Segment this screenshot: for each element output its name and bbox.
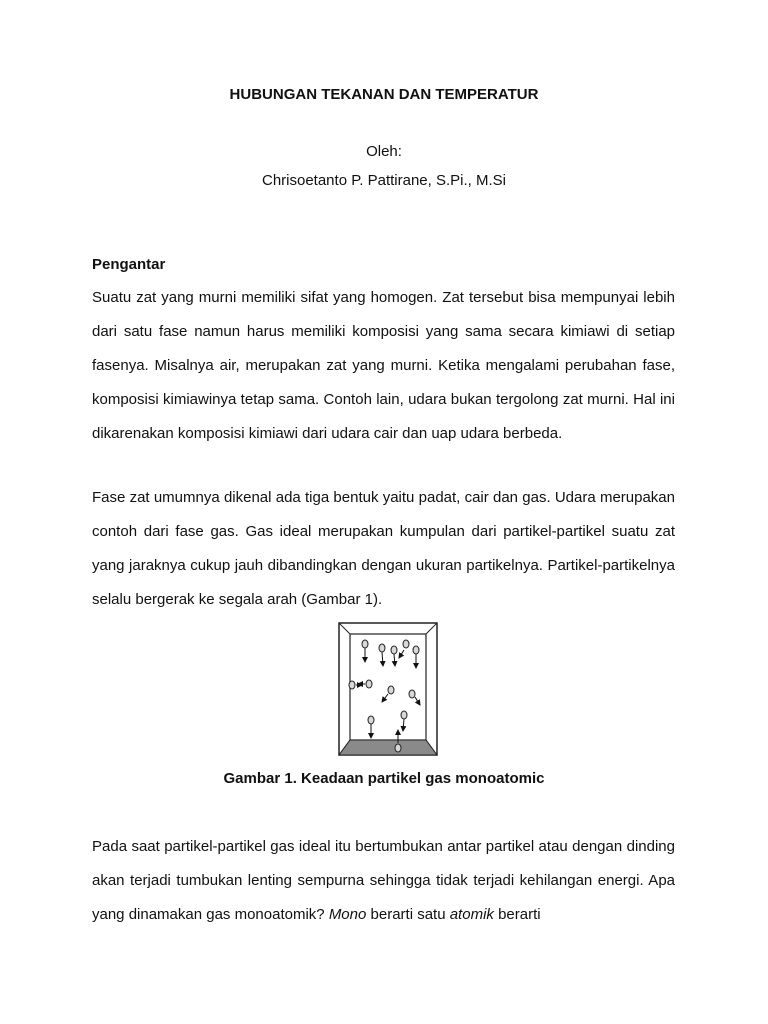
italic-term-mono: Mono	[328, 906, 367, 923]
gas-particle-figure	[338, 622, 438, 756]
section-heading: Pengantar	[92, 256, 166, 273]
by-label: Oleh:	[366, 143, 402, 160]
gas-box-diagram	[338, 622, 438, 756]
paragraph-3-text-1: Pada saat partikel-partikel gas ideal itu bertumbukan antar partikel atau dengan dinding akan terjadi tumbukan lenting sempurna sehingga tidak terjadi kehilangan energi. Apa yang dinamakan gas monoatomik?	[92, 838, 675, 923]
paragraph-3-text-2: berarti satu	[366, 906, 450, 923]
author-name: Chrisoetanto P. Pattirane, S.Pi., M.Si	[261, 172, 506, 189]
italic-term-atomik: atomik	[449, 906, 494, 923]
box-floor	[339, 740, 437, 755]
paragraph-3	[92, 830, 675, 932]
paragraph-1: Suatu zat yang murni memiliki sifat yang homogen. Zat tersebut bisa mempunyai lebih dari satu fase namun harus memiliki komposisi yang sama secara kimiawi di setiap fasenya. Misalnya air, merupakan zat yang murni. Ketika mengalami perubahan fase, komposisi kimiawinya tetap sama. Contoh lain, udara bukan tergolong zat murni. Hal ini dikarenakan komposisi kimiawi dari udara cair dan uap udara berbeda.	[92, 289, 675, 442]
figure-caption: Gambar 1. Keadaan partikel gas monoatomic	[223, 770, 545, 787]
paragraph-3-text-3: berarti	[493, 906, 541, 923]
document-title: HUBUNGAN TEKANAN DAN TEMPERATUR	[229, 86, 539, 103]
paragraph-2: Fase zat umumnya dikenal ada tiga bentuk yaitu padat, cair dan gas. Udara merupakan contoh dari fase gas. Gas ideal merupakan kumpulan dari partikel-partikel suatu zat yang jaraknya cukup jauh dibandingkan dengan ukuran partikelnya. Partikel-partikelnya selalu bergerak ke segala arah (Gambar 1).	[92, 489, 675, 608]
